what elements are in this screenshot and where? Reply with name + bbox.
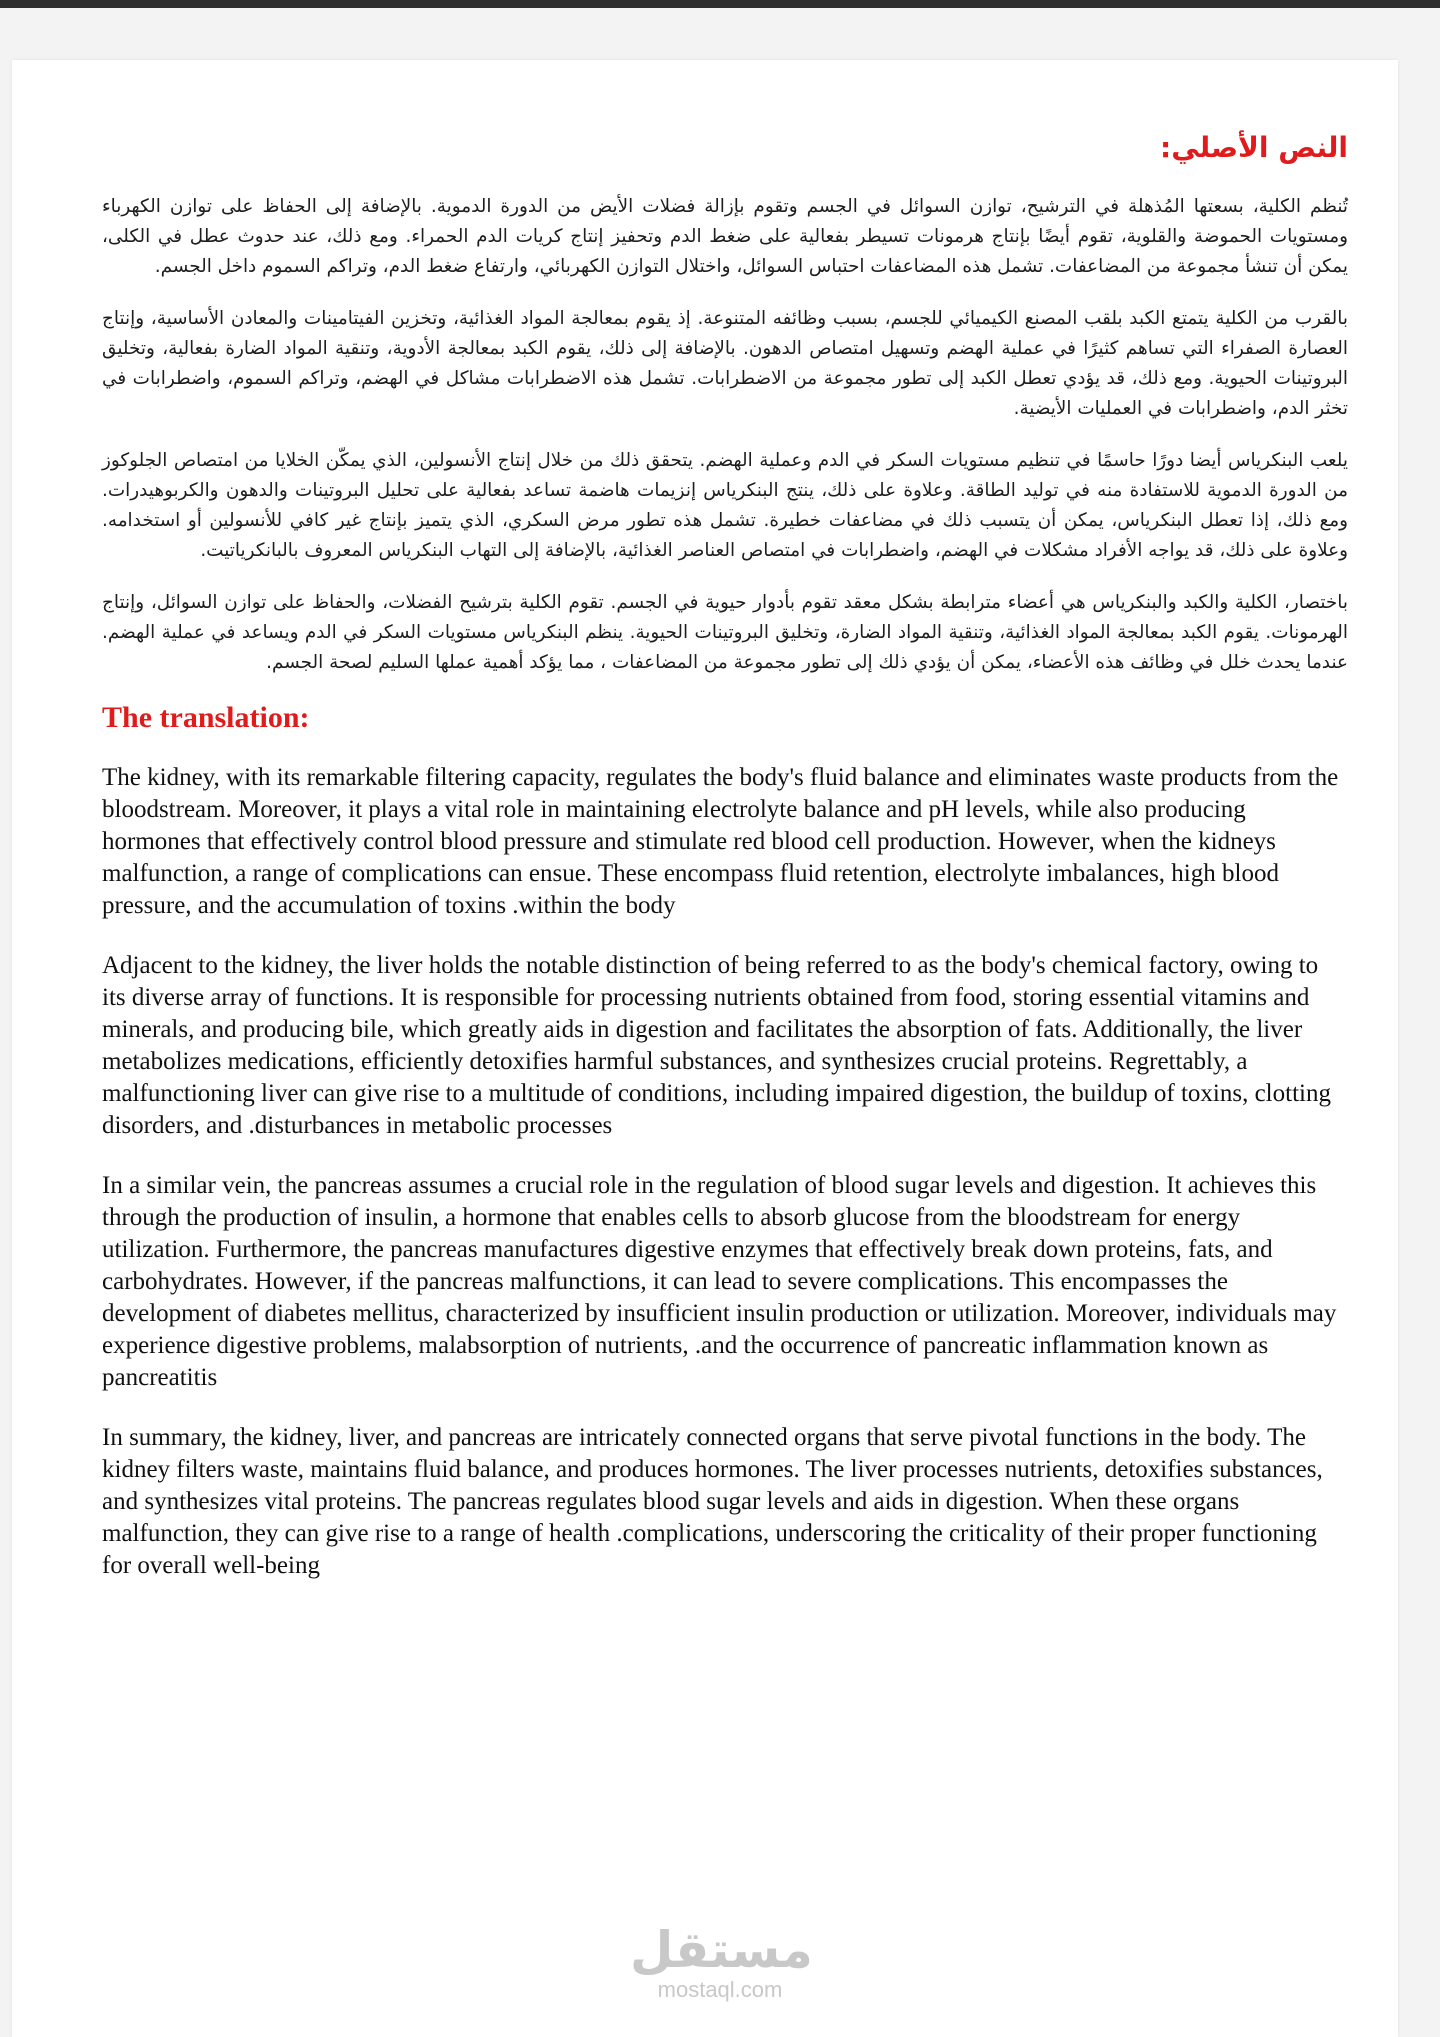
arabic-paragraph-2: بالقرب من الكلية يتمتع الكبد بلقب المصنع الكيميائي للجسم، بسبب وظائفه المتنوعة. إذ يقوم بمعالجة المواد الغذائية، وتخزين الفيتامينات والمعادن الأساسية، وإنتاج العصارة الصفراء التي تساهم كثيرًا في عملية الهضم وتسهيل امتصاص الدهون. بالإضافة إلى ذلك، يقوم الكبد بمعالجة الأدوية، وتنقية المواد الضارة بفعالية، وتخليق البروتينات الحيوية. ومع ذلك، قد يؤدي تعطل الكبد إلى تطور مجموعة من الاضطرابات. تشمل هذه الاضطرابات مشاكل في الهضم، وتراكم السموم، واضطرابات في تخثر الدم، واضطرابات في العمليات الأيضية.: [102, 308, 1348, 420]
document-content: [102, 130, 1348, 1610]
window-top-bar: [0, 0, 1440, 8]
english-paragraph-3: In a similar vein, the pancreas assumes a crucial role in the regulation of blood sugar levels and digestion. It achieves this through the production of insulin, a hormone that enables cells to absorb glucose from the bloodstream for energy utilization. Furthermore, the pancreas manufactures digestive enzymes that effectively break down proteins, fats, and carbohydrates. However, if the pancreas malfunctions, it can lead to severe complications. This encompasses the development of diabetes mellitus, characterized by insufficient insulin production or utilization. Moreover, individuals may experience digestive problems, malabsorption of nutrients, .and the occurrence of pancreatic inflammation known as pancreatitis: [102, 1172, 1337, 1392]
document-page: [12, 60, 1398, 2037]
english-paragraph-4: In summary, the kidney, liver, and pancreas are intricately connected organs that serve pivotal functions in the body. The kidney filters waste, maintains fluid balance, and produces hormones. The liver processes nutrients, detoxifies substances, and synthesizes vital proteins. The pancreas regulates blood sugar levels and aids in digestion. When these organs malfunction, they can give rise to a range of health .complications, underscoring the criticality of their proper functioning for overall well-being: [102, 1424, 1323, 1580]
english-paragraph-2: Adjacent to the kidney, the liver holds the notable distinction of being referred to as the body's chemical factory, owing to its diverse array of functions. It is responsible for processing nutrients obtained from food, storing essential vitamins and minerals, and producing bile, which greatly aids in digestion and facilitates the absorption of fats. Additionally, the liver metabolizes medications, efficiently detoxifies harmful substances, and synthesizes crucial proteins. Regrettably, a malfunctioning liver can give rise to a multitude of conditions, including impaired digestion, the buildup of toxins, clotting disorders, and .disturbances in metabolic processes: [102, 952, 1331, 1140]
arabic-heading: النص الأصلي:: [1160, 131, 1348, 164]
watermark-logo: مستقل: [630, 1921, 813, 1979]
english-paragraph-1: The kidney, with its remarkable filtering capacity, regulates the body's fluid balance and eliminates waste products from the bloodstream. Moreover, it plays a vital role in maintaining electrolyte balance and pH levels, while also producing hormones that effectively control blood pressure and stimulate red blood cell production. However, when the kidneys malfunction, a range of complications can ensue. These encompass fluid retention, electrolyte imbalances, high blood pressure, and the accumulation of toxins .within the body: [102, 764, 1339, 920]
arabic-paragraph-3: يلعب البنكرياس أيضا دورًا حاسمًا في تنظيم مستويات السكر في الدم وعملية الهضم. يتحقق ذلك من خلال إنتاج الأنسولين، الذي يمكّن الخلايا من امتصاص الجلوكوز من الدورة الدموية للاستفادة منه في توليد الطاقة. وعلاوة على ذلك، ينتج البنكرياس إنزيمات هاضمة تساعد بفعالية على تحليل البروتينات والدهون والكربوهيدرات. ومع ذلك، إذا تعطل البنكرياس، يمكن أن يتسبب ذلك في مضاعفات خطيرة. تشمل هذه تطور مرض السكري، الذي يتميز بإنتاج غير كافي للأنسولين أو استخدامه. وعلاوة على ذلك، قد يواجه الأفراد مشكلات في الهضم، واضطرابات في امتصاص العناصر الغذائية، بالإضافة إلى التهاب البنكرياس المعروف بالبانكرياتيت.: [102, 450, 1348, 562]
watermark-url: mostaql.com: [657, 1977, 783, 2002]
mostaql-watermark: [630, 1921, 813, 2002]
english-heading: The translation:: [102, 701, 310, 735]
arabic-paragraph-4: باختصار، الكلية والكبد والبنكرياس هي أعضاء مترابطة بشكل معقد تقوم بأدوار حيوية في الجسم. تقوم الكلية بترشيح الفضلات، والحفاظ على توازن السوائل، وإنتاج الهرمونات. يقوم الكبد بمعالجة المواد الغذائية، وتنقية المواد الضارة، وتخليق البروتينات الحيوية. ينظم البنكرياس مستويات السكر في الدم ويساعد في عملية الهضم. عندما يحدث خلل في وظائف هذه الأعضاء، يمكن أن يؤدي ذلك إلى تطور مجموعة من المضاعفات ، مما يؤكد أهمية عملها السليم لصحة الجسم.: [102, 592, 1348, 674]
arabic-paragraph-1: تُنظم الكلية، بسعتها المُذهلة في الترشيح، توازن السوائل في الجسم وتقوم بإزالة فضلات الأيض من الدورة الدموية. بالإضافة إلى الحفاظ على توازن الكهرباء ومستويات الحموضة والقلوية، تقوم أيضًا بإنتاج هرمونات تسيطر بفعالية على ضغط الدم وتحفيز إنتاج كريات الدم الحمراء. ومع ذلك، عند حدوث عطل في الكلى، يمكن أن تنشأ مجموعة من المضاعفات. تشمل هذه المضاعفات احتباس السوائل، واختلال التوازن الكهربائي، وارتفاع ضغط الدم، وتراكم السموم داخل الجسم.: [102, 196, 1348, 278]
